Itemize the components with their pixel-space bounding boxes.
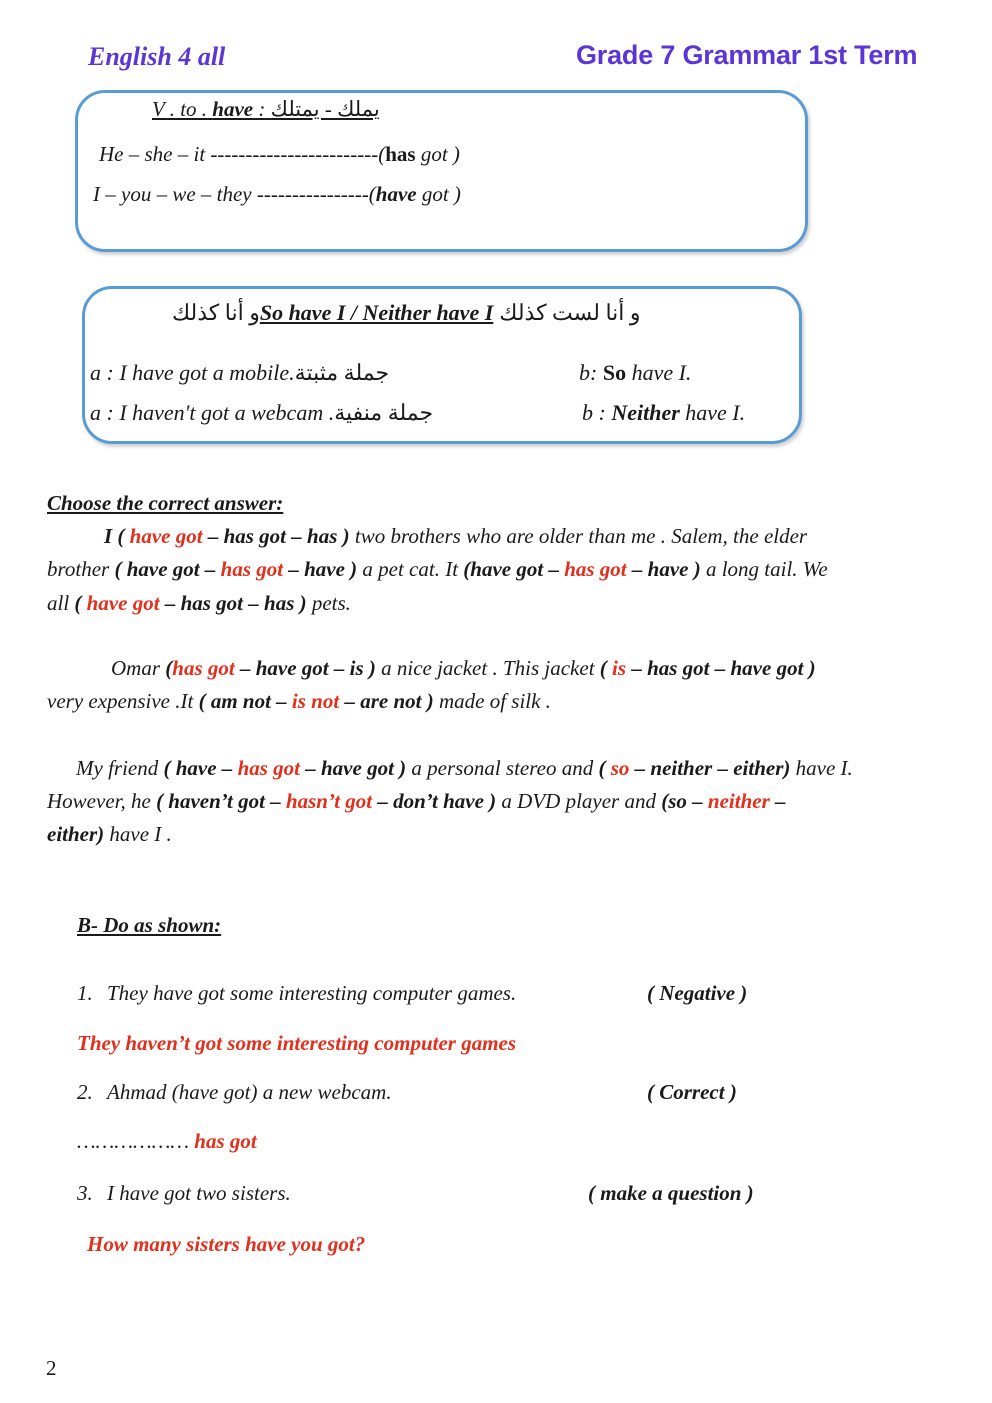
page-number: 2 <box>46 1356 57 1380</box>
option-text: ( <box>165 656 173 680</box>
box2-a2-arabic: جملة منفية <box>334 400 434 425</box>
header-right-title: Grade 7 Grammar 1st Term <box>576 40 918 70</box>
box1-line2-subjects: I – you – we – they ----------------( <box>93 182 376 206</box>
answer-text: has got <box>220 557 284 581</box>
sentence-text: a nice jacket . This jacket <box>375 656 600 680</box>
answer-text: hasn’t got <box>285 789 373 813</box>
box2-a1-text: a : I have got a mobile. <box>90 360 295 385</box>
box1-title-have: have <box>212 97 254 121</box>
box2-title-english: So have I / Neither have I <box>259 300 494 325</box>
sentence-text: very expensive .It <box>47 689 199 713</box>
box2-b2-bold: Neither <box>611 400 680 425</box>
box2-title-arabic-right: و أنا لست كذلك <box>499 300 641 325</box>
question-1-text: They have got some interesting computer games. <box>107 981 517 1005</box>
question-3-instruction: ( make a question ) <box>588 1181 754 1205</box>
sentence-text: However, he <box>47 789 157 813</box>
answer-text: has got <box>564 557 627 581</box>
box2-a2-text: a : I haven't got a webcam . <box>90 400 335 425</box>
box1-title <box>152 97 380 122</box>
section-b-heading: B- Do as shown: <box>77 913 222 937</box>
question-2-instruction: ( Correct ) <box>647 1080 737 1104</box>
option-text: – has got – have got ) <box>626 656 816 680</box>
box2-b1-bold: So <box>602 360 627 385</box>
box2-b2-end: have I. <box>685 400 746 425</box>
option-text: – have got ) <box>300 756 407 780</box>
question-3-number: 3. <box>77 1181 93 1205</box>
box2-example-a1 <box>90 360 389 386</box>
option-text: ( haven’t got – <box>156 789 286 813</box>
answer-text: neither <box>707 789 770 813</box>
option-text: – don’t have ) <box>372 789 497 813</box>
paragraph-1-line-2 <box>47 557 828 582</box>
box1-title-arabic: يملك - يمتلك <box>270 97 380 121</box>
answer-text: has got <box>237 756 300 780</box>
option-text: – have ) <box>626 557 701 581</box>
header-left-title: English 4 all <box>88 42 226 71</box>
option-text: (have got – <box>463 557 565 581</box>
box1-line-he-she-it <box>99 142 460 167</box>
box2-b2-prefix: b : <box>582 400 606 425</box>
box1-line1-has: has <box>385 142 416 166</box>
paragraph-2-line-2 <box>47 689 551 714</box>
option-text: ( have got – <box>114 557 221 581</box>
option-text: (so – <box>661 789 708 813</box>
option-text: ( <box>599 656 613 680</box>
question-1-instruction: ( Negative ) <box>647 981 748 1005</box>
option-text: ( have – <box>163 756 238 780</box>
box1-line1-subjects: He – she – it ------------------------( <box>99 142 386 166</box>
box2-example-b1 <box>579 360 691 386</box>
question-2-dots: ……………… <box>77 1129 190 1153</box>
question-2-text: Ahmad (have got) a new webcam. <box>107 1080 392 1104</box>
sentence-text: brother <box>47 557 115 581</box>
paragraph-2-line-1 <box>111 656 816 681</box>
box2-title-arabic-left: و أنا كذلك <box>172 300 260 325</box>
sentence-text: have I . <box>104 822 172 846</box>
option-text: – has got – has ) <box>202 524 350 548</box>
sentence-text: two brothers who are older than me . Salem, the elder <box>349 524 808 548</box>
answer-text: has got <box>172 656 235 680</box>
box1-line2-have: have <box>375 182 417 206</box>
question-2-answer: has got <box>194 1129 257 1153</box>
answer-text: is <box>612 656 627 680</box>
sentence-text: all <box>47 591 75 615</box>
option-text: – has got – has ) <box>159 591 307 615</box>
box2-example-a2 <box>90 400 433 426</box>
sentence-text: a DVD player and <box>496 789 662 813</box>
box1-title-colon: : <box>258 97 266 121</box>
question-1-number: 1. <box>77 981 93 1005</box>
paragraph-3-line-2 <box>47 789 786 814</box>
question-1-answer: They haven’t got some interesting computer games <box>77 1031 517 1055</box>
option-text: – have got – is ) <box>234 656 376 680</box>
option-text: – neither – either) <box>629 756 791 780</box>
box2-b1-end: have I. <box>631 360 692 385</box>
question-3-text: I have got two sisters. <box>107 1181 291 1205</box>
sentence-text: Omar <box>111 656 166 680</box>
paragraph-1-line-3 <box>47 591 351 616</box>
question-3-answer: How many sisters have you got? <box>87 1232 366 1256</box>
box1-line-i-you-we-they <box>93 182 461 207</box>
box1-line1-end: got ) <box>420 142 460 166</box>
option-text: – <box>769 789 786 813</box>
sentence-text: My friend <box>76 756 164 780</box>
option-text: I ( <box>104 524 130 548</box>
question-2-number: 2. <box>77 1080 93 1104</box>
option-text: – are not ) <box>339 689 434 713</box>
box1-title-v: V . to . <box>152 97 208 121</box>
box2-example-b2 <box>582 400 745 426</box>
sentence-text: made of silk . <box>433 689 551 713</box>
sentence-text: a personal stereo and <box>406 756 599 780</box>
option-text: either) <box>47 822 105 846</box>
answer-text: so <box>610 756 630 780</box>
sentence-text: pets. <box>306 591 351 615</box>
option-text: ( am not – <box>198 689 292 713</box>
option-text: ( <box>74 591 87 615</box>
box2-a1-arabic: جملة مثبتة <box>294 360 390 385</box>
answer-text: have got <box>129 524 203 548</box>
box1-line2-end: got ) <box>421 182 461 206</box>
section-a-heading: Choose the correct answer: <box>47 491 284 515</box>
answer-text: is not <box>291 689 340 713</box>
paragraph-3-line-1 <box>76 756 853 781</box>
sentence-text: a pet cat. It <box>357 557 464 581</box>
paragraph-1-line-1 <box>104 524 807 549</box>
paragraph-3-line-3 <box>47 822 172 847</box>
answer-text: have got <box>86 591 160 615</box>
sentence-text: a long tail. We <box>700 557 828 581</box>
box2-title <box>172 300 641 326</box>
question-2-answer-line <box>77 1129 257 1154</box>
box2-b1-prefix: b: <box>579 360 598 385</box>
sentence-text: have I. <box>790 756 853 780</box>
option-text: ( <box>598 756 611 780</box>
option-text: – have ) <box>283 557 358 581</box>
